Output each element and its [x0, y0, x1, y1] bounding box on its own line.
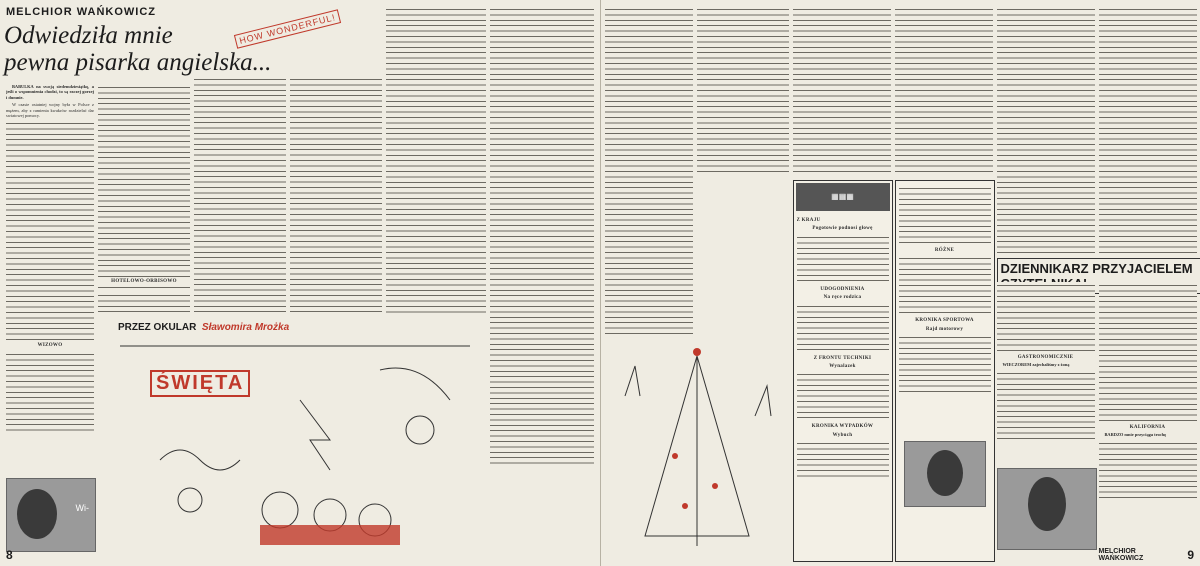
box-sub-z-frontu: Z FRONTU TECHNIKI	[813, 355, 872, 361]
news-box	[793, 180, 893, 562]
article-title	[4, 22, 271, 76]
box2-text-1	[899, 185, 991, 245]
right-column-5	[997, 6, 1095, 254]
cartoon-header	[118, 322, 478, 333]
box2-sub-rozne: RÓŻNE	[934, 248, 955, 253]
col8-text-1	[1099, 282, 1197, 422]
subhead-wizowo: WIZOWO	[37, 343, 63, 349]
col7-text-1	[997, 282, 1095, 352]
subhead-kalifornia: KALIFORNIA	[1129, 425, 1166, 430]
right-column-4	[895, 6, 993, 176]
text-column-4	[290, 76, 382, 316]
col1-paragraph-1: BABULKA na swoją siedemdziesiątkę, a jeśli o wspomnienia chodzi, to są raczej gorzej i dumnie.	[6, 84, 94, 100]
swieta-sign: ŚWIĘTA	[150, 370, 250, 397]
col2-subhead-wrap	[98, 276, 190, 286]
right-column-7	[997, 282, 1095, 462]
col7-text-2	[997, 370, 1095, 440]
box2-text-3	[899, 334, 991, 394]
text-column-3	[194, 76, 286, 316]
news-box-logo: ▦▦▦	[796, 183, 890, 211]
subhead-gastronomicznie: GASTRONOMICZNIE	[1017, 355, 1074, 360]
text-column-5	[386, 6, 486, 316]
right-column-8	[1099, 282, 1197, 542]
right-page	[601, 0, 1200, 566]
wieczorem-lead: WIECZOREM zajechaliśmy z żoną	[1002, 362, 1070, 368]
box2-sub-rajd: Rajd motorowy	[925, 326, 964, 332]
portrait-face	[17, 489, 57, 539]
subhead-hotelowo: HOTELOWO-ORBISOWO	[98, 279, 190, 284]
box-text-1	[797, 234, 889, 284]
box-sub-wybuch: Wybuch	[832, 432, 853, 438]
box-sub-na-rece: Na ręce rodzica	[823, 295, 862, 301]
page-number-left: 8	[6, 548, 13, 562]
col1-paragraph-2: W czasie ostatniej wojny była w Polsce z mężem, aby z ramienia kwakrów rozdzielać dar swiatowej pomocy.	[6, 102, 94, 119]
man-photo	[997, 468, 1097, 550]
box-text-2	[797, 303, 889, 353]
woman-photo	[904, 441, 986, 507]
text-column-1-body-2	[6, 351, 94, 431]
right-column-1	[605, 6, 693, 336]
box-sub-kronika-wypadkow: KRONIKA WYPADKÓW	[811, 424, 874, 430]
przez-okular-label: PRZEZ OKULAR	[118, 322, 197, 333]
title-line-2: pewna pisarka angielska...	[4, 49, 272, 76]
man-face	[1028, 477, 1066, 531]
footer-author: MELCHIOR WAŃKOWICZ	[1098, 548, 1144, 562]
title-line-1: Odwiedziła mnie	[4, 22, 173, 49]
text-column-6	[490, 6, 594, 466]
box-sub-pogotowie: Pogotowie podnosi głowę	[812, 226, 873, 232]
col8-text-2	[1099, 440, 1197, 500]
box-sub-wynalazek: Wynalazek	[829, 364, 856, 370]
page-number-right: 9	[1187, 548, 1194, 562]
text-column-2	[98, 84, 190, 304]
text-column-1	[6, 84, 94, 464]
box-text-4	[797, 440, 889, 480]
text-column-1-body	[6, 120, 94, 340]
woman-face	[927, 450, 963, 496]
box-text-3	[797, 371, 889, 421]
photo-caption: Wi-	[75, 503, 89, 513]
news-box-2	[895, 180, 995, 562]
box-sub-udogodnienia: UDOGODNIENIA	[820, 286, 865, 292]
bardzo-lead: BARDZO mnie przyciąga trochę	[1104, 432, 1167, 438]
box2-sub-kronika-sportowa: KRONIKA SPORTOWA	[915, 318, 974, 324]
right-column-3	[793, 6, 891, 176]
author-name: MELCHIOR WAŃKOWICZ	[6, 6, 156, 18]
author-photo	[6, 478, 96, 552]
right-column-2	[697, 6, 789, 176]
cartoon-author: Sławomira Mrożka	[201, 322, 290, 333]
christmas-tree-illustration	[605, 336, 789, 562]
dziennikarz-banner: DZIENNIKARZ PRZYJACIELEM	[997, 258, 1200, 294]
box-title-z-kraju: Z KRAJU	[796, 218, 821, 223]
box2-text-2	[899, 255, 991, 315]
right-column-6	[1099, 6, 1197, 254]
how-wonderful-stamp: HOW WONDERFUL!	[234, 9, 341, 48]
text-column-2-body	[98, 292, 190, 312]
news-box-content	[797, 215, 889, 555]
